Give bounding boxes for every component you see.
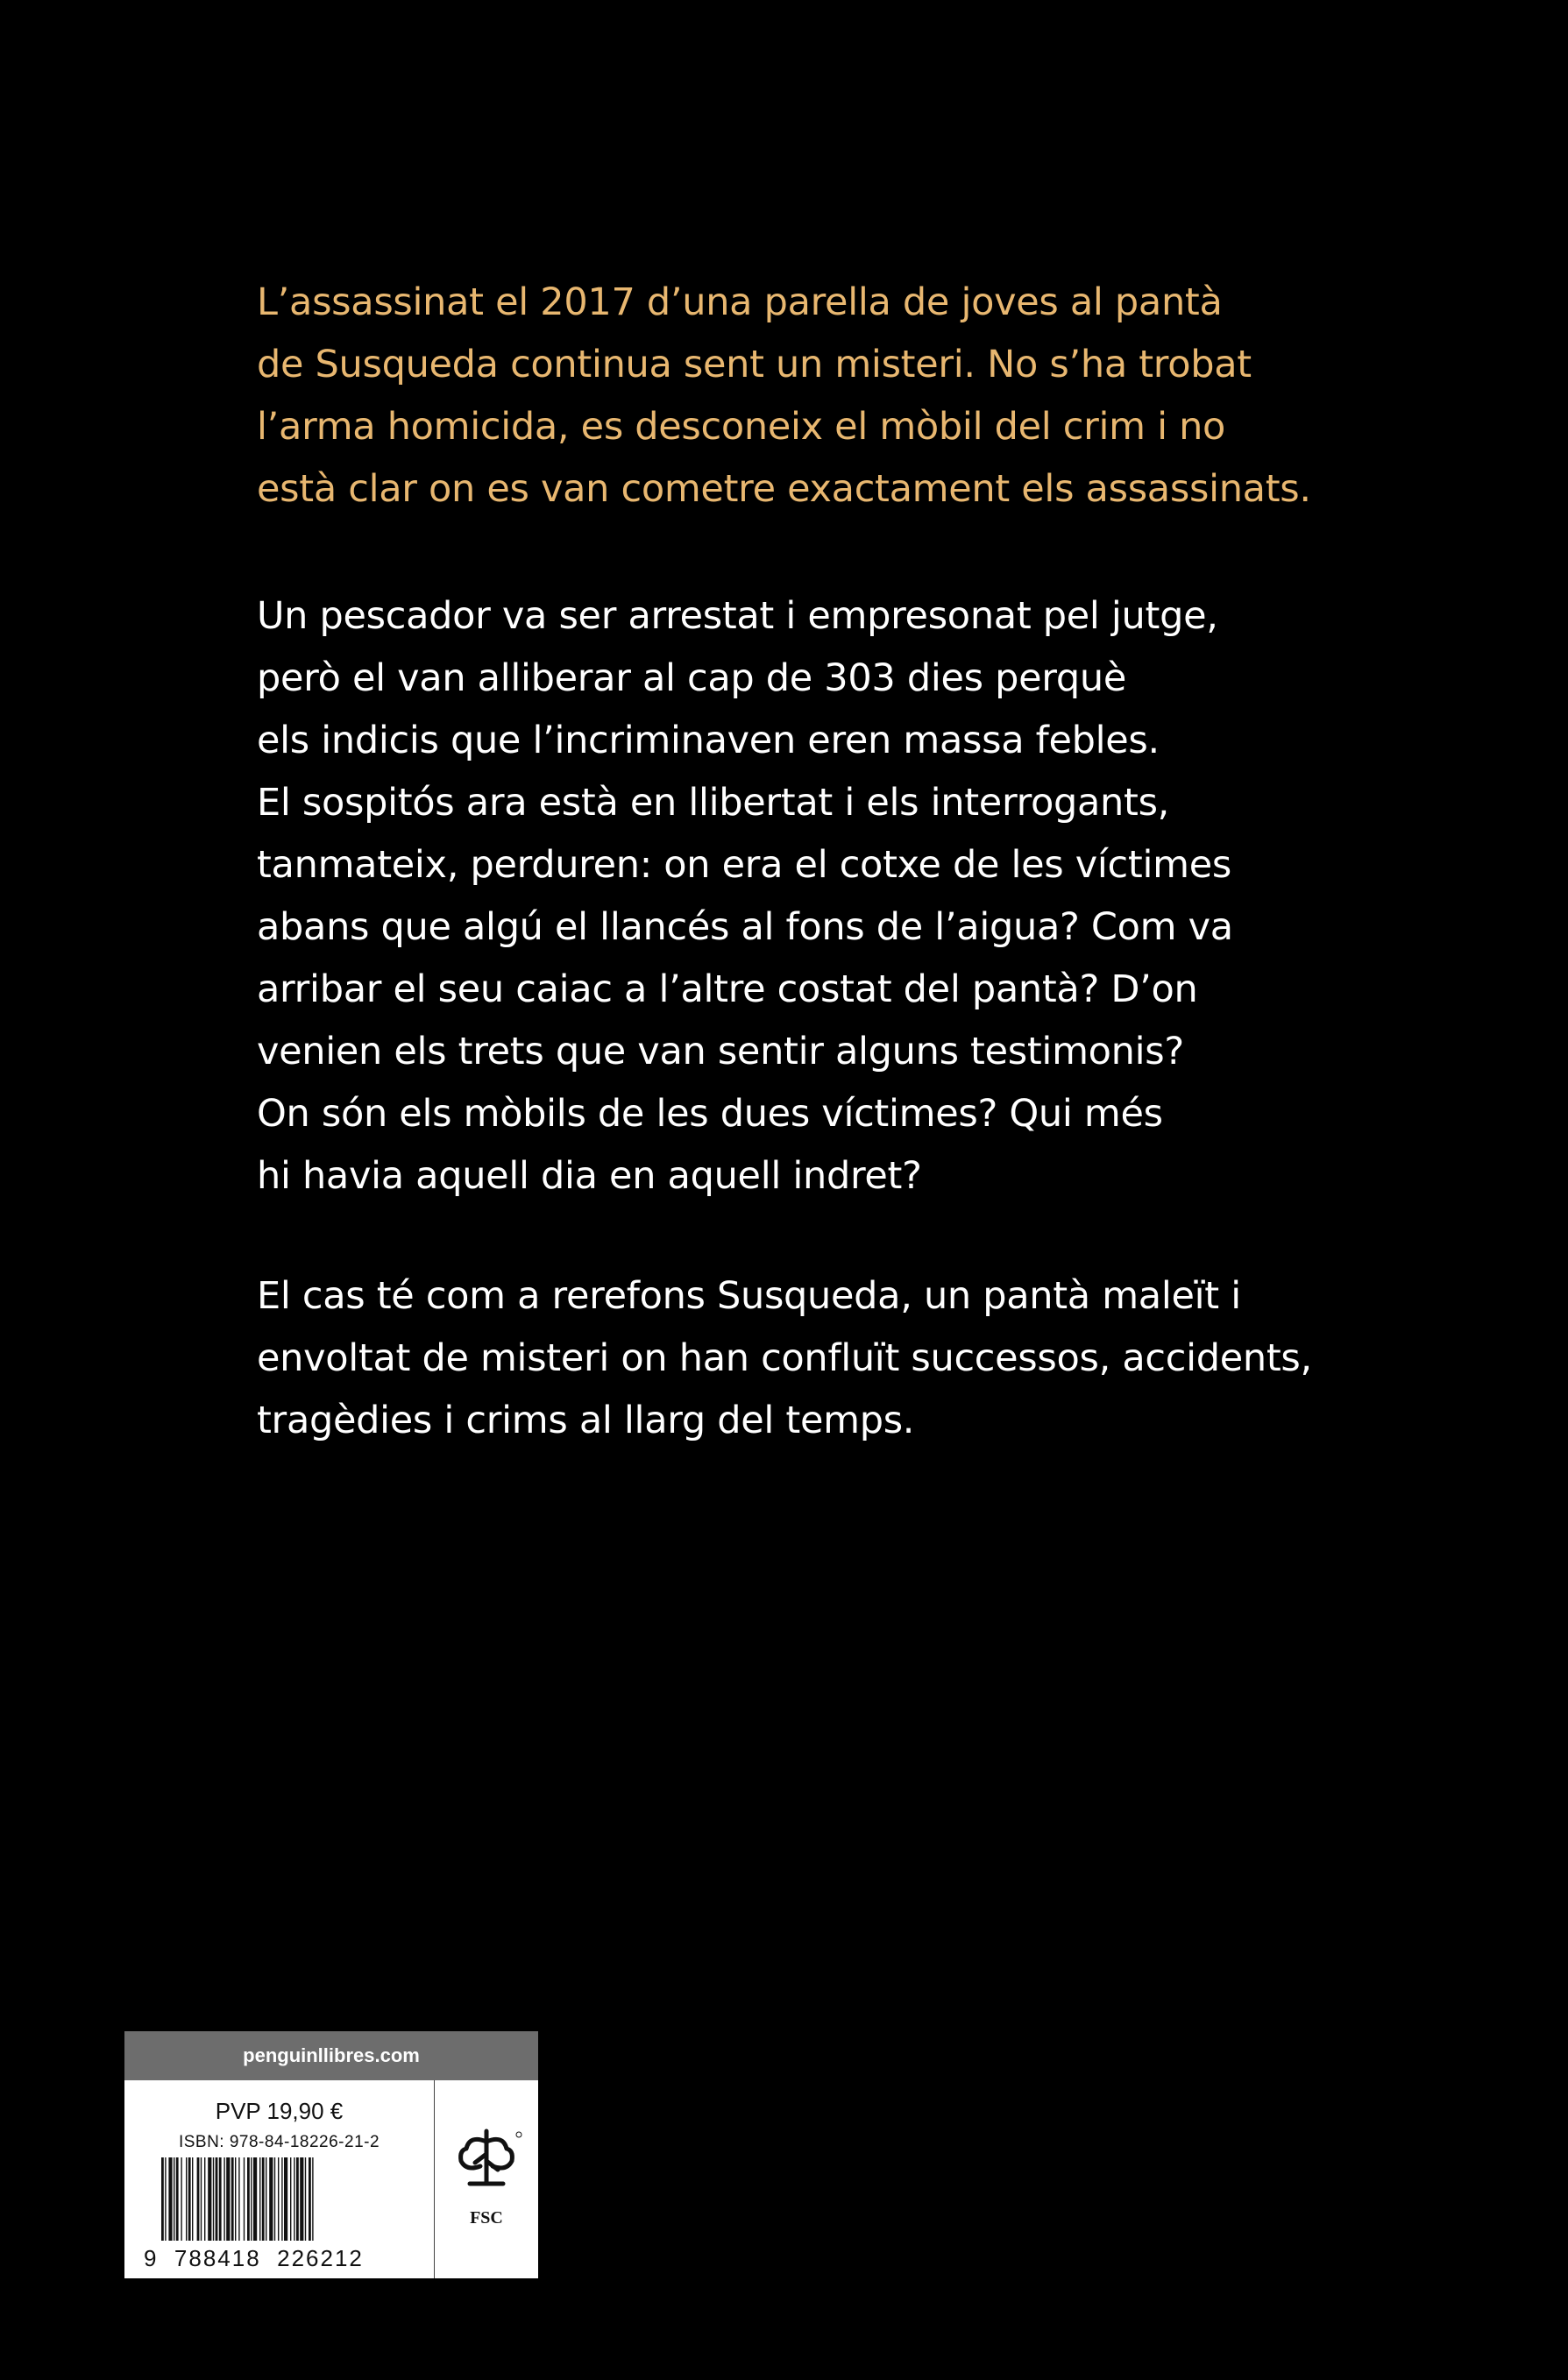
- barcode-bar: [208, 2157, 211, 2241]
- body-line: tanmateix, perduren: on era el cotxe de les víctimes: [257, 843, 1231, 887]
- body-paragraph: [257, 585, 1396, 1208]
- closing-paragraph: [257, 1265, 1396, 1452]
- barcode-bar: [231, 2157, 234, 2241]
- fsc-tree-logo-icon: [435, 2080, 538, 2212]
- barcode-bar: [284, 2157, 287, 2241]
- barcode-icon: [161, 2157, 389, 2241]
- barcode-bar: [259, 2157, 260, 2241]
- barcode-bar: [312, 2157, 313, 2241]
- barcode-bar: [226, 2157, 230, 2241]
- body-line: Un pescador va ser arrestat i empresonat pel jutge,: [257, 594, 1218, 638]
- body-line: però el van alliberar al cap de 303 dies perquè: [257, 656, 1126, 700]
- barcode-bar: [290, 2157, 291, 2241]
- closing-line: envoltat de misteri on han confluït successos, accidents,: [257, 1336, 1312, 1380]
- barcode-bar: [269, 2157, 273, 2241]
- barcode-bar: [238, 2157, 239, 2241]
- intro-line: està clar on es van cometre exactament els assassinats.: [257, 467, 1311, 511]
- barcode-bar: [161, 2157, 164, 2241]
- fsc-panel: [435, 2080, 538, 2278]
- barcode-bar: [204, 2157, 205, 2241]
- barcode-bar: [247, 2157, 250, 2241]
- barcode-bar: [296, 2157, 299, 2241]
- barcode-bar: [281, 2157, 282, 2241]
- closing-line: tragèdies i crims al llarg del temps.: [257, 1399, 915, 1442]
- barcode-bar: [300, 2157, 303, 2241]
- barcode-bar: [305, 2157, 306, 2241]
- barcode-bar: [262, 2157, 265, 2241]
- price-barcode-box: [124, 2031, 538, 2278]
- intro-paragraph: [257, 272, 1396, 521]
- body-line: On són els mòbils de les dues víctimes? Qui més: [257, 1092, 1163, 1136]
- intro-line: de Susqueda continua sent un misteri. No s’ha trobat: [257, 343, 1252, 386]
- barcode-bar: [201, 2157, 202, 2241]
- body-line: venien els trets que van sentir alguns testimonis?: [257, 1030, 1184, 1073]
- barcode-bar: [176, 2157, 179, 2241]
- barcode-bar: [253, 2157, 257, 2241]
- barcode-bar: [213, 2157, 214, 2241]
- barcode-bar: [309, 2157, 311, 2241]
- barcode-bar: [274, 2157, 275, 2241]
- barcode-bar: [223, 2157, 224, 2241]
- barcode-bar: [168, 2157, 172, 2241]
- price-isbn-panel: [124, 2080, 435, 2278]
- closing-line: El cas té com a rerefons Susqueda, un pantà maleït i: [257, 1274, 1241, 1318]
- barcode-bar: [165, 2157, 166, 2241]
- publisher-website: penguinllibres.com: [124, 2031, 538, 2080]
- barcode-bar: [216, 2157, 218, 2241]
- barcode-bar: [244, 2157, 245, 2241]
- barcode-bar: [186, 2157, 187, 2241]
- barcode-bar: [219, 2157, 222, 2241]
- body-line: els indicis que l’incriminaven eren massa febles.: [257, 719, 1160, 762]
- body-line: arribar el seu caiac a l’altre costat del pantà? D’on: [257, 967, 1198, 1011]
- fsc-label: FSC: [470, 2208, 503, 2228]
- barcode-bar: [251, 2157, 252, 2241]
- body-line: abans que algú el llancés al fons de l’aigua? Com va: [257, 905, 1233, 949]
- intro-line: l’arma homicida, es desconeix el mòbil del crim i no: [257, 405, 1226, 449]
- barcode-bar: [197, 2157, 200, 2241]
- barcode-bar: [235, 2157, 236, 2241]
- intro-line: L’assassinat el 2017 d’una parella de joves al pantà: [257, 280, 1223, 324]
- body-line: hi havia aquell dia en aquell indret?: [257, 1154, 922, 1198]
- isbn-label: ISBN: 978-84-18226-21-2: [178, 2133, 380, 2151]
- body-line: El sospitós ara està en llibertat i els interrogants,: [257, 781, 1170, 825]
- barcode-bar: [188, 2157, 191, 2241]
- barcode-digits: 9 788418 226212: [144, 2245, 364, 2271]
- price-label: PVP 19,90 €: [215, 2098, 344, 2124]
- barcode-bar: [192, 2157, 193, 2241]
- barcode-bar: [278, 2157, 279, 2241]
